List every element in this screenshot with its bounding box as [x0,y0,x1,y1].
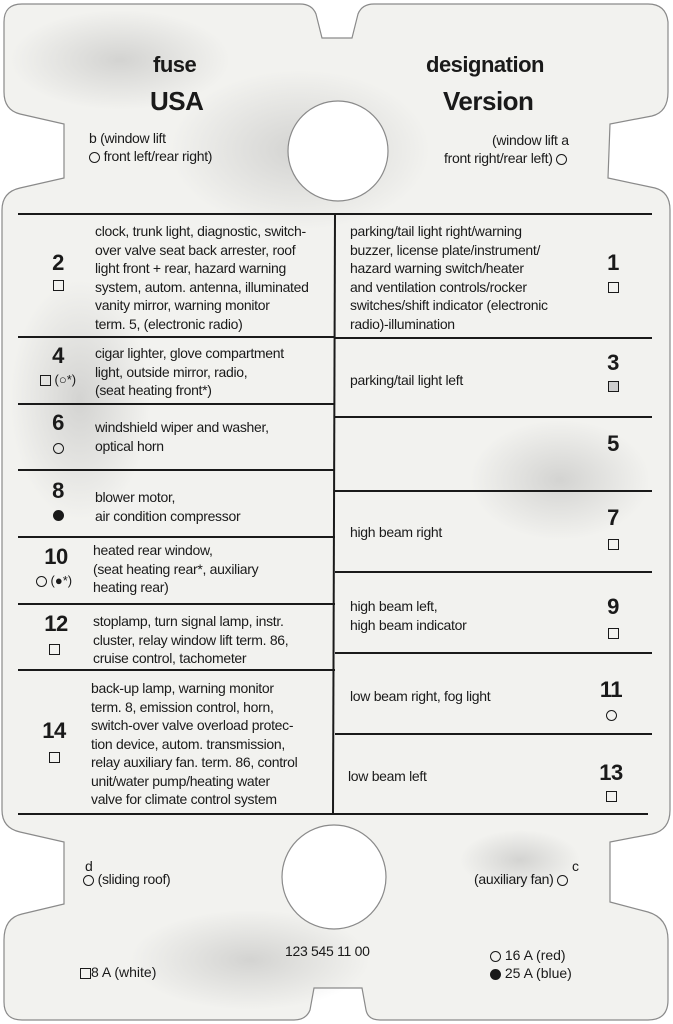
fuse-desc-3: parking/tail light left [350,372,463,388]
fuse-number-6: 6 [52,410,64,435]
fuse-symbol-extra-4: (○*) [54,372,77,387]
option-b-line2 [89,148,212,164]
fuse-number-11: 11 [599,677,623,702]
fuse-number-8: 8 [52,478,64,503]
fuse-desc-2: clock, trunk light, diagnostic, switch- over valve seat back arrester, roof light front + rear, hazard warning system, autom. antenna, illuminated vanity mirror, warning monitor term. 5, (electronic radio) [95,223,309,332]
fuse-desc-4: cigar lighter, glove compartment light, outside mirror, radio, (seat heating front*) [95,345,284,398]
part-number: 123 545 11 00 [285,943,370,959]
circle-icon [36,576,47,587]
header-usa: USA [150,86,204,116]
filled-circle-icon [490,969,501,980]
fuse-symbol-extra-10: (●*) [50,573,73,588]
legend-blue-text: 25 A (blue) [504,965,572,981]
fuse-desc-6: windshield wiper and washer, optical horn [95,419,269,454]
fuse-number-3: 3 [607,350,619,375]
fuse-desc-11: low beam right, fog light [350,688,491,704]
square-icon [608,628,619,639]
bottom-hole [282,825,386,929]
fuse-number-13: 13 [599,760,623,785]
fuse-number-5: 5 [607,431,619,456]
circle-icon [557,875,568,886]
fuse-number-9: 9 [607,594,619,619]
option-c-text: (auxiliary fan) [474,871,554,887]
header-designation: designation [426,52,544,77]
square-icon [608,282,619,293]
fuse-desc-14: back-up lamp, warning monitor term. 8, emission control, horn, switch-over valve overload protec- tion device, autom. transmission, relay auxiliary fan. term. 86, control unit/water pump/heating water valve for climate control system [91,680,298,807]
option-a-line2 [444,150,567,166]
legend-blue [490,965,572,982]
circle-icon [490,951,501,962]
fuse-number-10: 10 [44,544,68,569]
square-icon [40,375,51,386]
fuse-desc-7: high beam right [350,524,443,540]
legend-red-text: 16 A (red) [504,947,566,963]
option-d-line [83,871,170,887]
legend-white [80,964,156,981]
fuse-number-12: 12 [44,611,68,636]
option-a-text1: (window lift [492,132,558,148]
circle-icon [89,152,100,163]
fuse-desc-13: low beam left [348,768,427,784]
square-icon [49,644,60,655]
top-hole [288,101,388,201]
fuse-desc-8: blower motor, air condition compressor [95,489,241,524]
square-icon [49,752,60,763]
circle-icon [606,710,617,721]
shaded-square-icon [608,381,619,392]
square-icon [80,968,91,979]
circle-icon [83,875,94,886]
fuse-number-4: 4 [52,343,64,368]
filled-circle-icon [53,510,64,521]
fuse-number-2: 2 [52,250,64,275]
fuse-desc-10: heated rear window, (seat heating rear*, auxiliary heating rear) [93,542,259,595]
square-icon [606,791,617,802]
fuse-desc-1: parking/tail light right/warning buzzer, license plate/instrument/ hazard warning switch/heater and ventilation controls/rocker switches/shift indicator (electronic radio)-illumination [350,223,548,332]
option-b-text2: front left/rear right) [103,148,213,164]
option-b-line1 [89,130,166,146]
option-b-letter: b [89,130,97,146]
option-c-letter: c [572,858,579,874]
option-c-line [474,871,568,887]
option-a-letter: a [561,132,569,148]
option-d-text: (sliding roof) [97,871,171,887]
option-d-letter: d [85,858,93,874]
circle-icon [556,154,567,165]
square-icon [53,280,64,291]
fuse-number-7: 7 [607,505,619,530]
option-a-text2: front right/rear left) [444,150,553,166]
fuse-number-14: 14 [42,718,66,743]
legend-red [490,947,566,964]
square-icon [608,539,619,550]
option-a-line1 [492,132,569,148]
header-version: Version [443,86,534,116]
fuse-desc-12: stoplamp, turn signal lamp, instr. cluster, relay window lift term. 86, cruise control, tachometer [93,613,289,666]
option-b-text1: (window lift [100,130,166,146]
fuse-number-1: 1 [607,250,619,275]
fuse-desc-9: high beam left, high beam indicator [350,598,467,633]
header-fuse: fuse [153,52,197,77]
legend-white-text: 8 A (white) [91,964,157,980]
circle-icon [53,443,64,454]
